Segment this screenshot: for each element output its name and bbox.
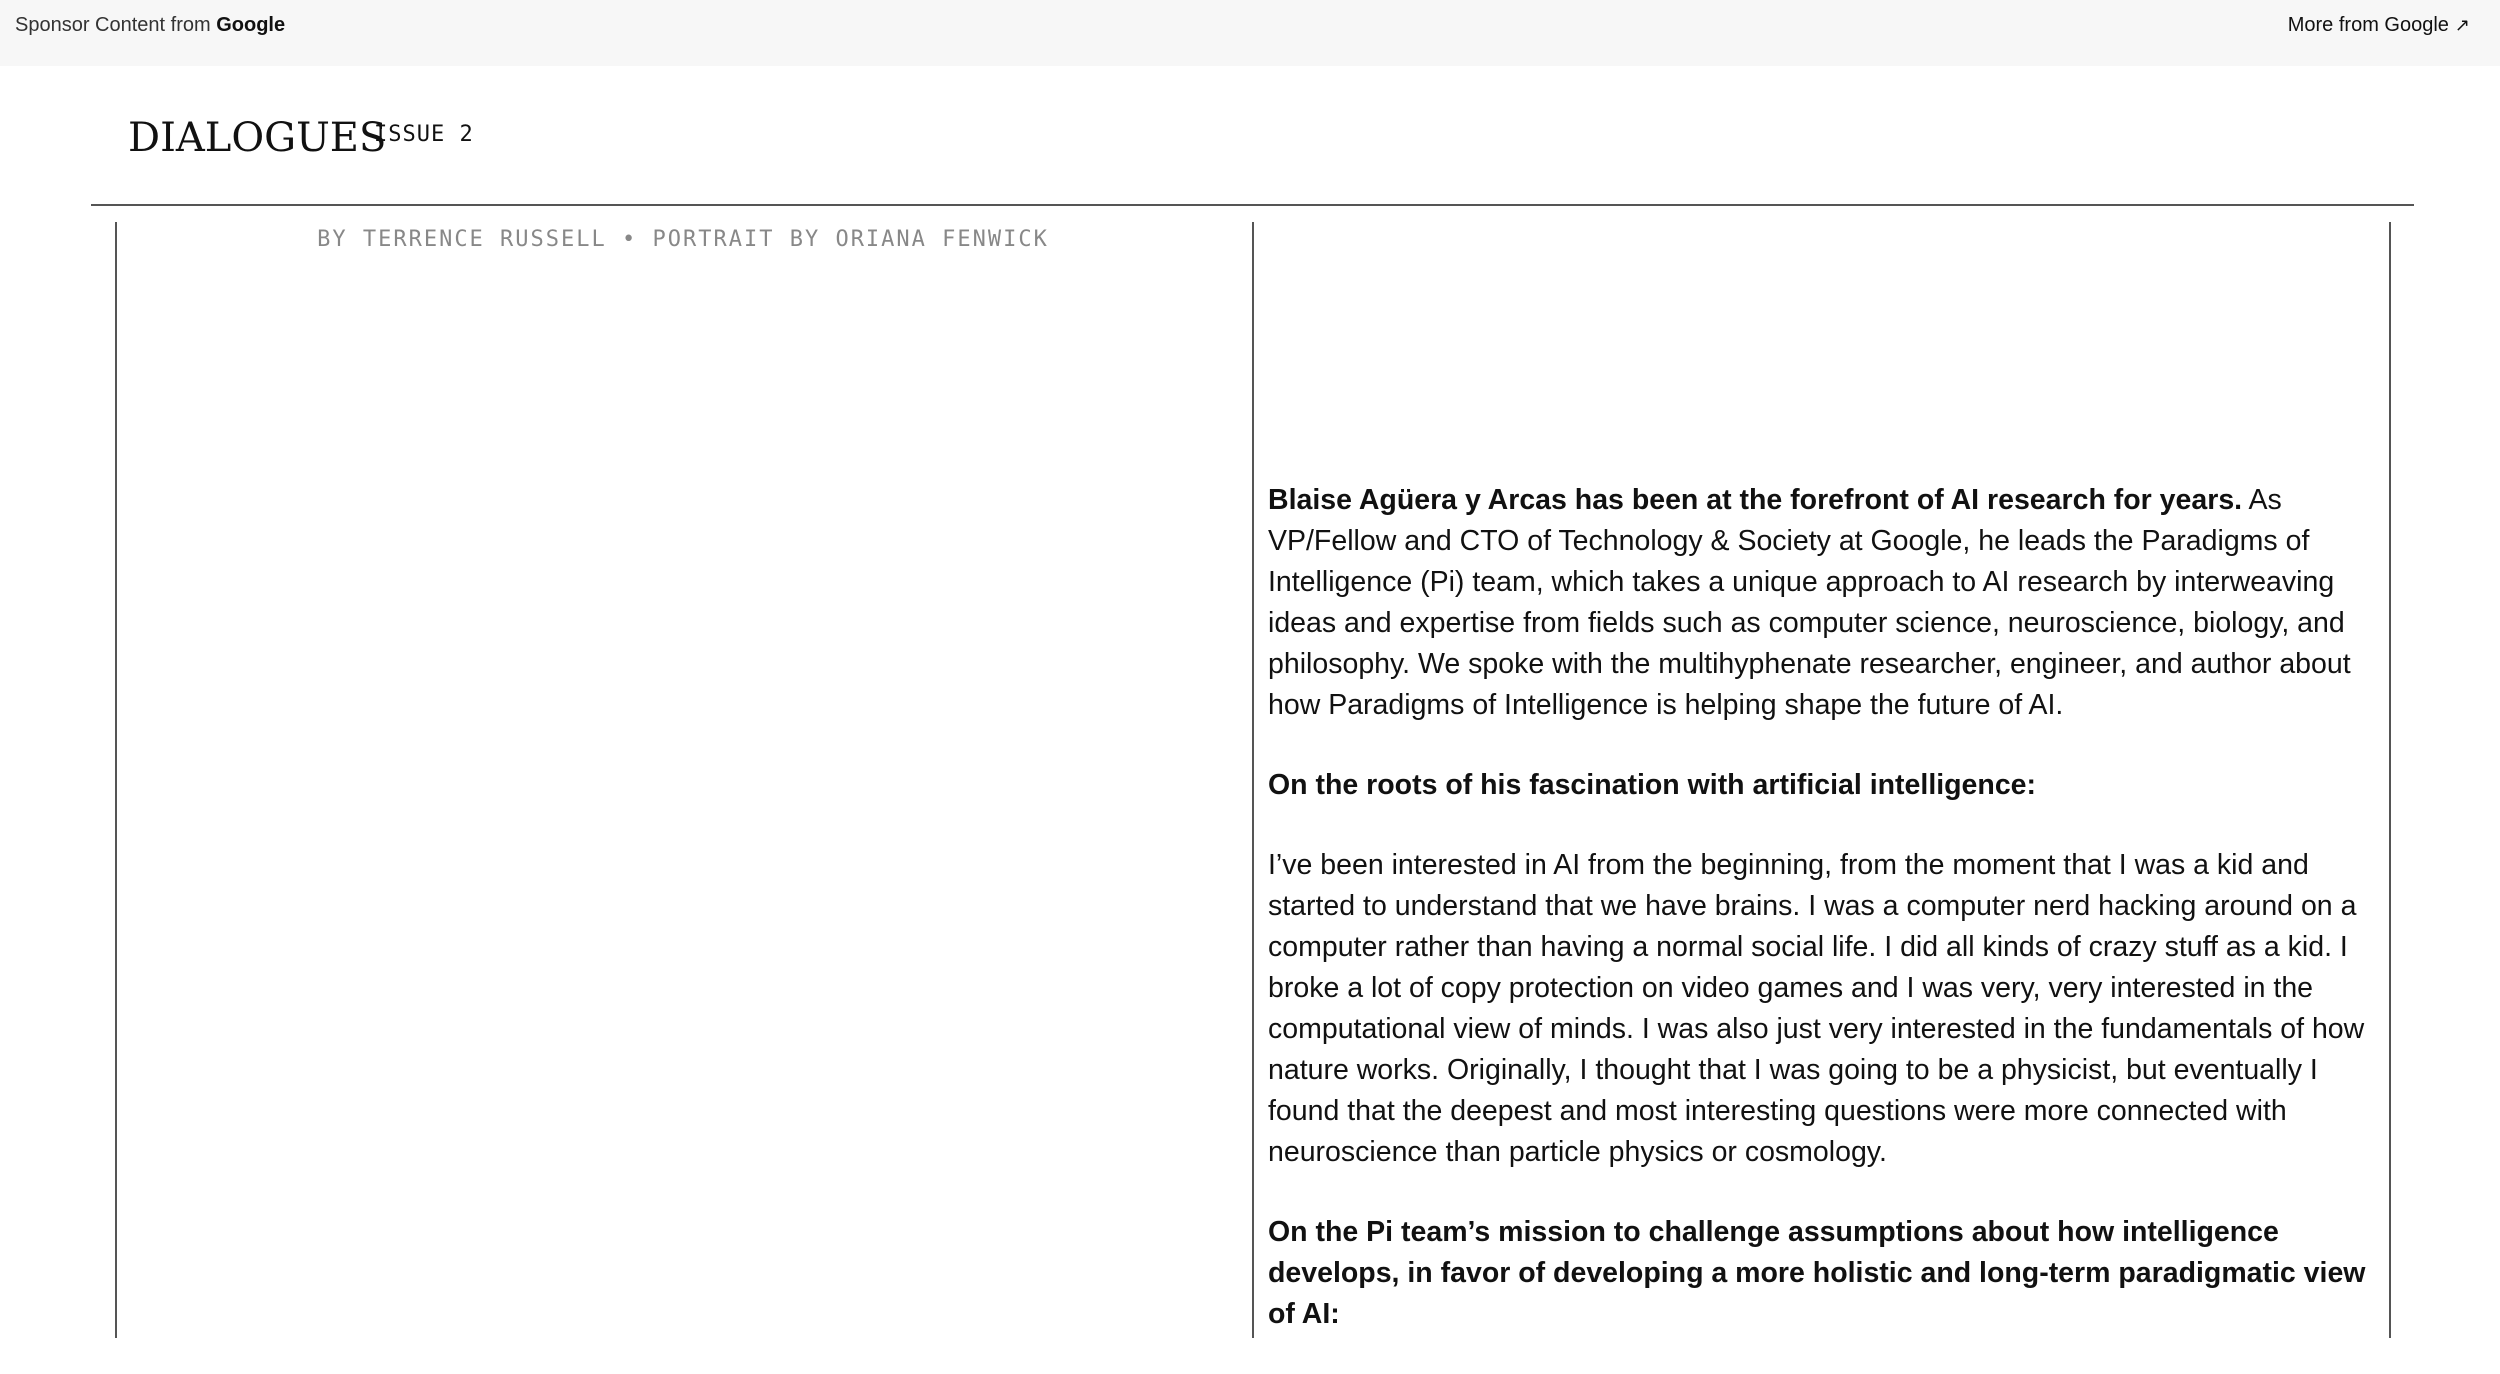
intro-lead: Blaise Agüera y Arcas has been at the forefront of AI research for years. [1268,484,2243,516]
sponsor-bar [0,0,2500,66]
article-intro [1268,480,2380,726]
column-rule-right [2389,222,2391,1338]
more-link-label: More from Google [2287,14,2449,36]
masthead-divider [91,204,2414,206]
column-rule-middle [1252,222,1254,1338]
section-heading-text: On the roots of his fascination with artificial intelligence: [1268,769,2037,801]
more-from-google-link[interactable] [2288,12,2470,38]
masthead-issue: ISSUE 2 [374,122,474,147]
section-heading [1268,765,2380,806]
section-heading-text: On the Pi team’s mission to challenge assumptions about how intelligence develops, in favor of developing a more holistic and long-term paradigmatic view of AI: [1268,1216,2366,1330]
article-body [1268,480,2380,1374]
arrow-up-right-icon: ↗ [2454,15,2470,35]
byline: BY TERRENCE RUSSELL • PORTRAIT BY ORIANA FENWICK [317,227,1049,252]
article-paragraph: I’ve been interested in AI from the beginning, from the moment that I was a kid and started to understand that we have brains. I was a computer nerd hacking around on a computer rather than having a normal social life. I did all kinds of crazy stuff as a kid. I broke a lot of copy protection on video games and I was very, very interested in the computational view of minds. I was also just very interested in the fundamentals of how nature works. Originally, I thought that I was going to be a physicist, but eventually I found that the deepest and most interesting questions were more connected with neuroscience than particle physics or cosmology. [1268,849,2365,1168]
sponsor-prefix: Sponsor Content from [15,14,211,36]
sponsor-brand: Google [216,14,286,36]
sponsor-label [15,12,285,38]
column-rule-left [115,222,117,1338]
section-heading [1268,1212,2380,1335]
masthead-title[interactable]: DIALOGUES [128,115,387,161]
intro-body: As VP/Fellow and CTO of Technology & Society at Google, he leads the Paradigms of Intelligence (Pi) team, which takes a unique approach to AI research by interweaving ideas and expertise from fields such as computer science, neuroscience, biology, and philosophy. We spoke with the multihyphenate researcher, engineer, and author about how Paradigms of Intelligence is helping shape the future of AI. [1268,484,2351,721]
